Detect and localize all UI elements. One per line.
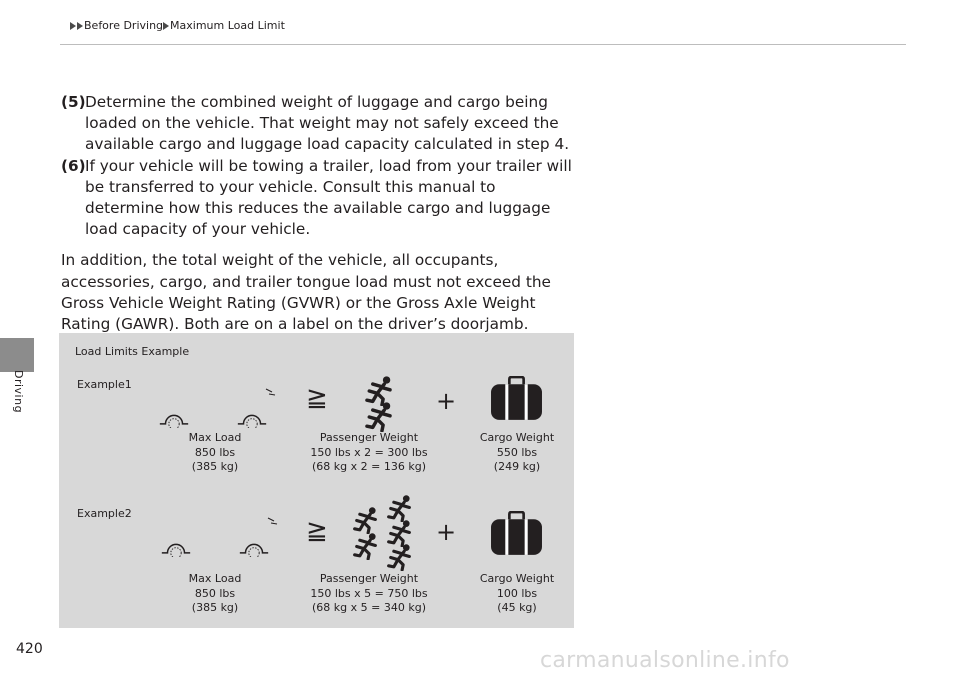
passenger-icon [384,544,414,571]
section-tab-label: Driving [12,370,25,414]
step-item [61,92,581,156]
caption-line: (249 kg) [493,460,541,473]
caption-line: 550 lbs [496,445,538,459]
wheel-icon [157,399,191,428]
caption-line: (385 kg) [191,601,239,614]
max-load-caption [165,572,265,616]
breadcrumb-item[interactable]: Maximum Load Limit [170,19,285,32]
step-number: (5) [61,93,86,111]
caption-line: (68 kg x 5 = 340 kg) [312,601,426,614]
step-text [85,156,572,241]
caption-line: Passenger Weight [319,572,419,585]
passenger-weight-caption [299,572,439,616]
caption-line: Passenger Weight [319,431,419,444]
passenger-icon [350,507,380,534]
breadcrumb-arrow-icon [77,22,83,30]
caption-line: Cargo Weight [479,431,555,444]
breadcrumb-arrow-icon [70,22,76,30]
section-tab[interactable] [0,338,34,372]
passenger-icon [384,495,414,522]
greater-equal-icon: ≧ [306,516,328,546]
passenger-icon [384,520,414,547]
plus-icon: + [436,387,457,415]
caption-line: 150 lbs x 2 = 300 lbs [310,445,428,459]
passenger-icon [362,402,395,432]
caption-line: 850 lbs [194,586,236,600]
cargo-weight-caption [467,572,567,616]
caption-line: (45 kg) [497,601,537,614]
step-line: Determine the combined weight of luggage and cargo being [85,93,548,111]
step-text [85,92,569,156]
breadcrumb-item[interactable]: Before Driving [84,19,164,32]
max-load-caption [165,431,265,475]
caption-line: 100 lbs [496,586,538,600]
caption-line: 150 lbs x 5 = 750 lbs [310,586,428,600]
wheel-icon [235,399,269,428]
main-text [61,92,581,335]
wheel-icon [159,528,193,557]
plus-icon: + [436,518,457,546]
breadcrumb [70,19,285,32]
caption-line: 850 lbs [194,445,236,459]
example-label: Example1 [77,378,132,391]
cargo-weight-caption [467,431,567,475]
caption-line: (68 kg x 2 = 136 kg) [312,460,426,473]
page-number: 420 [16,641,43,657]
caption-line: Max Load [188,572,242,585]
step-line: loaded on the vehicle. That weight may not safely exceed the [85,114,559,133]
paragraph-line: Gross Vehicle Weight Rating (GVWR) or the Gross Axle Weight [61,293,536,312]
caption-line: Cargo Weight [479,572,555,585]
step-number: (6) [61,156,86,175]
example-label: Example2 [77,507,132,520]
step-line: available cargo and luggage load capacity calculated in step 4. [85,135,570,154]
luggage-icon [490,376,543,421]
passenger-icon [350,533,380,560]
breadcrumb-arrow-icon [163,22,169,30]
example-box-title: Load Limits Example [75,345,190,358]
step-item [61,156,581,241]
caption-line: Max Load [188,431,242,444]
watermark: carmanualsonline.info [540,648,790,673]
header-divider [60,44,906,45]
step-line: load capacity of your vehicle. [85,220,311,239]
step-line: determine how this reduces the available cargo and luggage [85,199,551,218]
wheel-icon [237,528,271,557]
motion-mark-icon [264,387,278,397]
paragraph-line: accessories, cargo, and trailer tongue load must not exceed the [61,272,551,291]
passenger-weight-caption [299,431,439,475]
caption-line: (385 kg) [191,460,239,473]
load-limits-example-box [59,333,574,628]
greater-equal-icon: ≧ [306,383,328,413]
step-line: If your vehicle will be towing a trailer, load from your trailer will [85,156,572,175]
luggage-icon [490,511,543,556]
motion-mark-icon [266,516,280,526]
paragraph-line: Rating (GAWR). Both are on a label on the driver’s doorjamb. [61,315,529,334]
paragraph [61,250,581,335]
paragraph-line: In addition, the total weight of the vehicle, all occupants, [61,251,499,270]
step-line: be transferred to your vehicle. Consult this manual to [85,177,496,196]
